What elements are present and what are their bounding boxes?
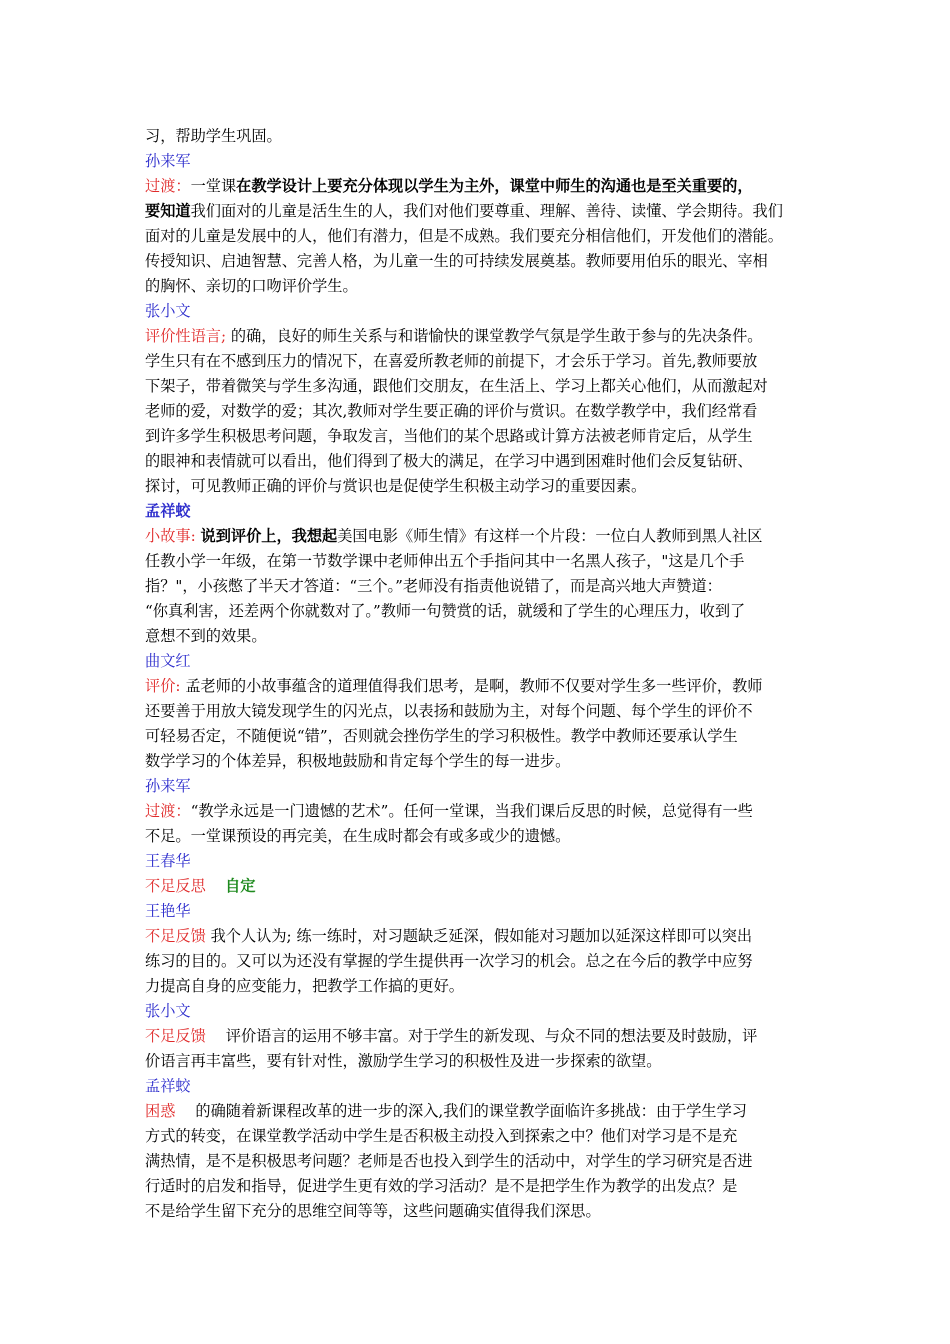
entry-line: 的胸怀、亲切的口吻评价学生。 <box>145 277 358 295</box>
speaker-name: 曲文红 <box>145 652 191 670</box>
entry-line: 意想不到的效果。 <box>145 627 267 645</box>
entry-label: 评价性语言; <box>145 327 227 345</box>
entry-label: 不足反馈 <box>145 927 206 945</box>
emphasis-text: 在教学设计上要充分体现以学生为主外，课堂中师生的沟通也是至关重要的， <box>236 177 753 195</box>
entry-line: 不足。一堂课预设的再完美，在生成时都会有或多或少的遗憾。 <box>145 827 571 845</box>
entry-line: 学生只有在不感到压力的情况下，在喜爱所教老师的前提下，才会乐于学习。首先,教师要放 <box>145 352 758 370</box>
entry-line: 的眼神和表情就可以看出，他们得到了极大的满足，在学习中遇到困难时他们会反复钻研、 <box>145 452 753 470</box>
entry-line: 可轻易否定，不随便说“错”，否则就会挫伤学生的学习积极性。教学中教师还要承认学生 <box>145 727 738 745</box>
entry-label: 不足反思 <box>145 877 206 895</box>
entry-line: 不是给学生留下充分的思维空间等等，这些问题确实值得我们深思。 <box>145 1202 601 1220</box>
entry-line: 还要善于用放大镜发现学生的闪光点，以表扬和鼓励为主，对每个问题、每个学生的评价不 <box>145 702 753 720</box>
entry-line <box>145 174 815 199</box>
document-page <box>145 124 815 1224</box>
speaker-name: 孙来军 <box>145 152 191 170</box>
entry-line <box>145 874 815 899</box>
entry-line: 数学学习的个体差异，积极地鼓励和肯定每个学生的每一进步。 <box>145 752 571 770</box>
entry-text: 说到评价上，我想起美国电影《师生情》有这样一个片段：一位白人教师到黑人社区 <box>200 527 763 545</box>
entry-line: 行适时的启发和指导，促进学生更有效的学习活动？是不是把学生作为教学的出发点？是 <box>145 1177 738 1195</box>
entry-line <box>145 1024 815 1049</box>
speaker-name: 孟祥蛟 <box>145 502 191 520</box>
speaker-name: 孟祥蛟 <box>145 1077 191 1095</box>
entry-label: 小故事: <box>145 527 196 545</box>
entry-line <box>145 924 815 949</box>
entry-label: 困惑 <box>145 1102 176 1120</box>
entry-line: 力提高自身的应变能力，把教学工作搞的更好。 <box>145 977 464 995</box>
entry-line: 面对的儿童是发展中的人，他们有潜力，但是不成熟。我们要充分相信他们，开发他们的潜能。 <box>145 227 783 245</box>
speaker-name: 张小文 <box>145 302 191 320</box>
entry-line: 指？"，小孩憋了半天才答道：“三个。”老师没有指责他说错了，而是高兴地大声赞道： <box>145 577 722 595</box>
entry-line: 方式的转变，在课堂教学活动中学生是否积极主动投入到探索之中？他们对学习是不是充 <box>145 1127 738 1145</box>
entry-text: 的确随着新课程改革的进一步的深入,我们的课堂教学面临许多挑战：由于学生学习 <box>175 1102 747 1120</box>
entry-label: 不足反馈 <box>145 1027 206 1045</box>
emphasis-text: 说到评价上，我想起 <box>200 527 338 545</box>
entry-line: 下架子，带着微笑与学生多沟通，跟他们交朋友，在生活上、学习上都关心他们，从而激起对 <box>145 377 768 395</box>
entry-text: 我个人认为; 练一练时，对习题缺乏延深，假如能对习题加以延深这样即可以突出 <box>205 927 753 945</box>
speaker-name: 张小文 <box>145 1002 191 1020</box>
entry-line: 探讨，可见教师正确的评价与赏识也是促使学生积极主动学习的重要因素。 <box>145 477 647 495</box>
entry-label: 评价: <box>145 677 181 695</box>
entry-label: 过渡： <box>145 177 191 195</box>
entry-text: 的确，良好的师生关系与和谐愉快的课堂教学气氛是学生敢于参与的先决条件。 <box>226 327 763 345</box>
entry-line: 传授知识、启迪智慧、完善人格，为儿童一生的可持续发展奠基。教师要用伯乐的眼光、宰相 <box>145 252 768 270</box>
entry-line <box>145 524 815 549</box>
entry-line: 老师的爱，对数学的爱；其次,教师对学生要正确的评价与赏识。在数学教学中，我们经常看 <box>145 402 758 420</box>
entry-line: “你真利害，还差两个你就数对了。”教师一句赞赏的话，就缓和了学生的心理压力，收到了 <box>145 602 746 620</box>
entry-line: 任教小学一年级，在第一节数学课中老师伸出五个手指问其中一名黑人孩子，"这是几个手 <box>145 552 745 570</box>
entry-line: 价语言再丰富些，要有针对性，激励学生学习的积极性及进一步探索的欲望。 <box>145 1052 662 1070</box>
entry-line <box>145 1099 815 1124</box>
entry-line: 到许多学生积极思考问题，争取发言，当他们的某个思路或计算方法被老师肯定后，从学生 <box>145 427 753 445</box>
entry-line: 练习的目的。又可以为还没有掌握的学生提供再一次学习的机会。总之在今后的教学中应努 <box>145 952 753 970</box>
entry-extra: 自定 <box>225 877 256 895</box>
entry-line <box>145 199 815 224</box>
entry-line <box>145 799 815 824</box>
text-line: 习，帮助学生巩固。 <box>145 127 282 145</box>
entry-text: “教学永远是一门遗憾的艺术”。任何一堂课，当我们课后反思的时候，总觉得有一些 <box>190 802 753 820</box>
entry-line <box>145 674 815 699</box>
emphasis-text: 要知道 <box>145 202 191 220</box>
entry-line <box>145 324 815 349</box>
entry-text: 孟老师的小故事蕴含的道理值得我们思考，是啊，教师不仅要对学生多一些评价，教师 <box>180 677 763 695</box>
entry-text: 要知道我们面对的儿童是活生生的人，我们对他们要尊重、理解、善待、读懂、学会期待。我们 <box>145 202 783 220</box>
entry-line: 满热情，是不是积极思考问题？老师是否也投入到学生的活动中，对学生的学习研究是否进 <box>145 1152 753 1170</box>
entry-text: 评价语言的运用不够丰富。对于学生的新发现、与众不同的想法要及时鼓励，评 <box>205 1027 758 1045</box>
entry-text: 一堂课在教学设计上要充分体现以学生为主外，课堂中师生的沟通也是至关重要的， <box>190 177 753 195</box>
speaker-name: 孙来军 <box>145 777 191 795</box>
entry-label: 过渡： <box>145 802 191 820</box>
speaker-name: 王春华 <box>145 852 191 870</box>
speaker-name: 王艳华 <box>145 902 191 920</box>
